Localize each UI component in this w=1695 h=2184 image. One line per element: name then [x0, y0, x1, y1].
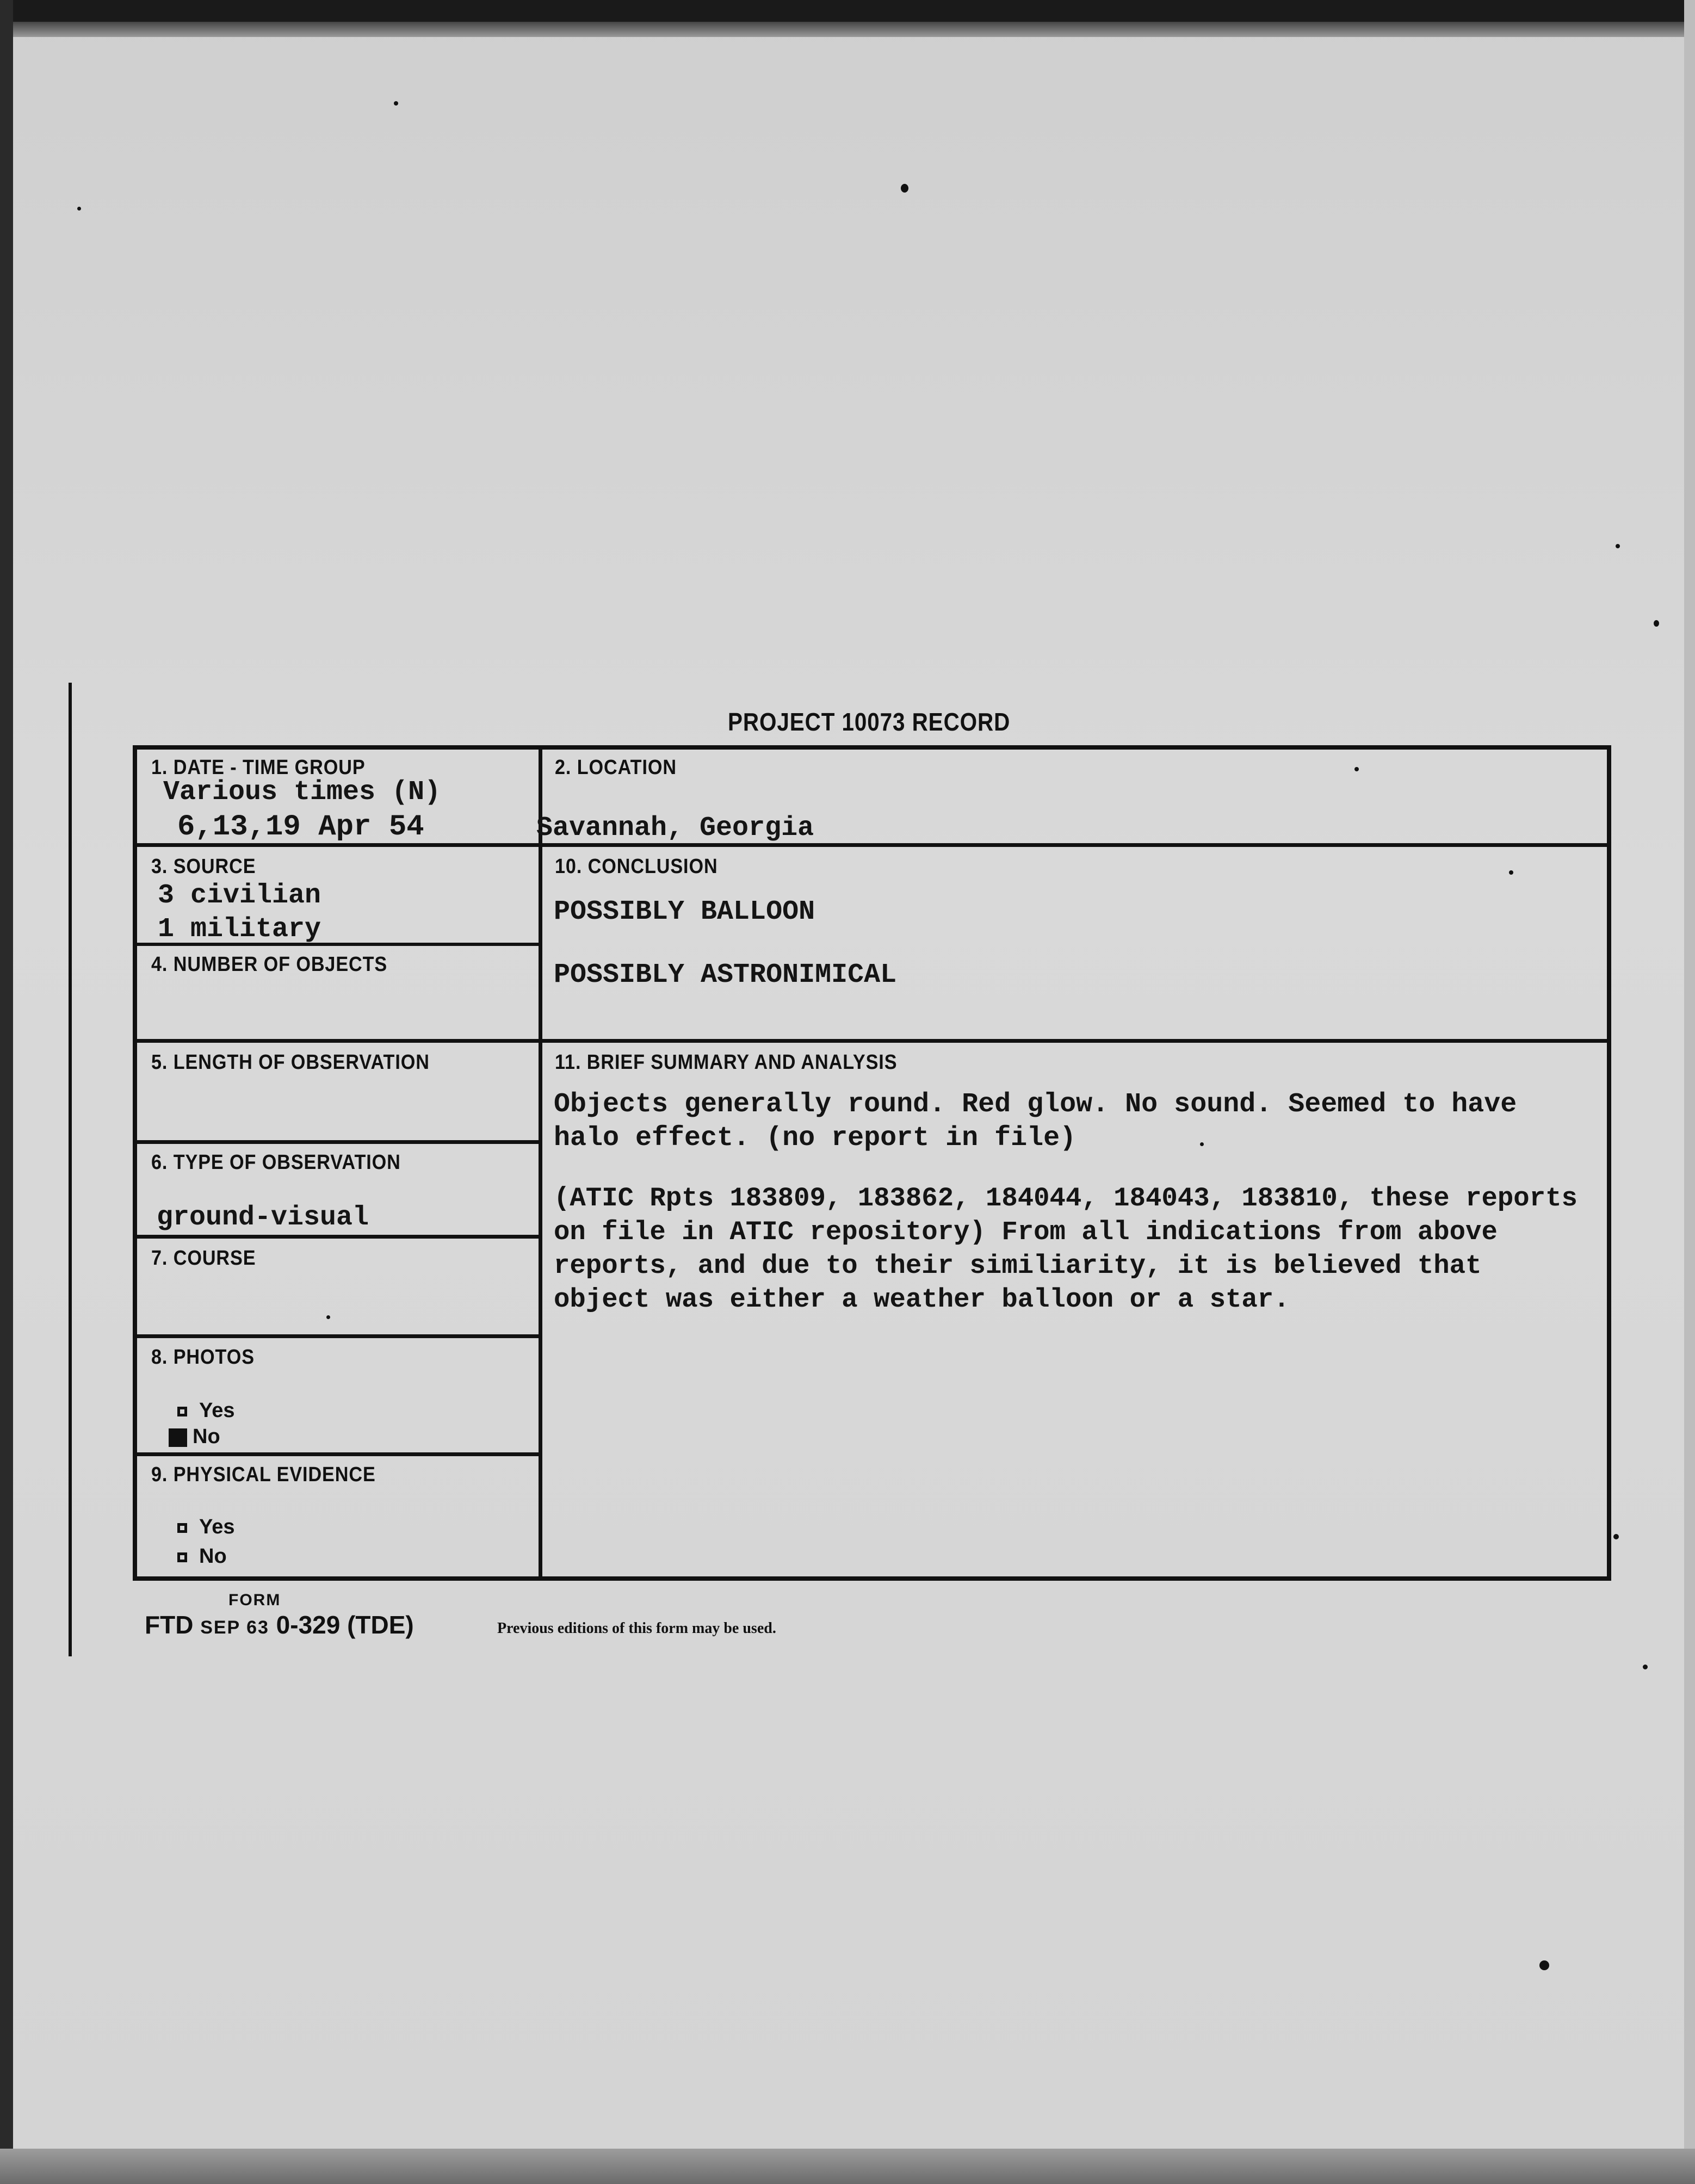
summary-line: reports, and due to their similiarity, it is believed that: [554, 1251, 1482, 1281]
scan-left-edge: [0, 0, 13, 2184]
physical-evidence-yes-checkbox[interactable]: [177, 1523, 187, 1533]
photos-label: 8. PHOTOS: [151, 1346, 255, 1369]
row-divider: [135, 1039, 541, 1043]
summary-line: Objects generally round. Red glow. No sound. Seemed to have: [554, 1089, 1517, 1120]
scan-speck: [1616, 544, 1620, 548]
scan-right-edge: [1684, 0, 1695, 2184]
row-divider: [135, 843, 541, 847]
source-line-1: 3 civilian: [158, 880, 321, 911]
photos-no-text: No: [193, 1425, 220, 1448]
type-of-observation-value: ground-visual: [157, 1202, 369, 1233]
physical-evidence-no-text: No: [199, 1545, 227, 1568]
conclusion-label: 10. CONCLUSION: [555, 855, 718, 878]
row-divider: [135, 1334, 541, 1338]
date-time-line-1: Various times (N): [163, 777, 441, 808]
type-of-observation-label: 6. TYPE OF OBSERVATION: [151, 1151, 401, 1174]
scan-top-edge: [0, 0, 1695, 22]
course-label: 7. COURSE: [151, 1247, 256, 1270]
photos-no-checkbox[interactable]: [169, 1428, 187, 1447]
date-time-label: 1. DATE - TIME GROUP: [151, 756, 366, 779]
number-of-objects-label: 4. NUMBER OF OBJECTS: [151, 953, 388, 976]
physical-evidence-no-option[interactable]: [177, 1545, 227, 1568]
source-label: 3. SOURCE: [151, 855, 256, 878]
summary-paragraph-1: [554, 1088, 1517, 1155]
conclusion-line-1: POSSIBLY BALLOON: [554, 896, 815, 927]
photos-yes-option[interactable]: [177, 1399, 235, 1422]
row-divider: [135, 1452, 541, 1456]
summary-label: 11. BRIEF SUMMARY AND ANALYSIS: [555, 1051, 898, 1074]
footer-date: SEP 63: [200, 1617, 269, 1638]
form-title: PROJECT 10073 RECORD: [728, 708, 1011, 736]
footer-form-number: 0-329 (TDE): [276, 1611, 414, 1639]
summary-line: object was either a weather balloon or a star.: [554, 1284, 1290, 1315]
location-label: 2. LOCATION: [555, 756, 677, 779]
scan-speck: [1613, 1534, 1619, 1539]
row-divider: [135, 1140, 541, 1144]
summary-paragraph-2: [554, 1181, 1578, 1316]
binder-margin-line: [69, 683, 72, 1656]
scan-speck: [1643, 1665, 1648, 1669]
scan-speck: [1654, 620, 1659, 627]
physical-evidence-yes-option[interactable]: [177, 1515, 235, 1539]
physical-evidence-label: 9. PHYSICAL EVIDENCE: [151, 1463, 376, 1486]
scan-speck: [394, 101, 398, 106]
summary-line: (ATIC Rpts 183809, 183862, 184044, 184043, 183810, these reports: [554, 1183, 1578, 1214]
scan-speck: [77, 207, 81, 211]
footer-agency: FTD: [145, 1611, 194, 1639]
length-of-observation-label: 5. LENGTH OF OBSERVATION: [151, 1051, 430, 1074]
row-divider: [135, 1235, 541, 1239]
row-divider: [541, 843, 1609, 847]
row-divider: [541, 1039, 1609, 1043]
physical-evidence-yes-text: Yes: [199, 1515, 235, 1538]
summary-line: on file in ATIC repository) From all indications from above: [554, 1217, 1498, 1247]
footer-form-id: [145, 1610, 414, 1639]
photos-yes-checkbox[interactable]: [177, 1407, 187, 1416]
date-time-line-2: 6,13,19 Apr 54: [177, 811, 424, 844]
footer-note: Previous editions of this form may be used.: [497, 1620, 776, 1637]
footer-form-word: FORM: [228, 1591, 281, 1609]
source-line-2: 1 military: [158, 914, 321, 945]
conclusion-line-2: POSSIBLY ASTRONIMICAL: [554, 960, 897, 991]
scan-speck: [1539, 1960, 1549, 1970]
photos-yes-text: Yes: [199, 1399, 235, 1422]
scan-top-shadow: [0, 22, 1695, 37]
summary-line: halo effect. (no report in file): [554, 1123, 1077, 1154]
photos-no-option[interactable]: [169, 1425, 220, 1449]
location-value: Savannah, Georgia: [536, 813, 814, 844]
scan-speck: [901, 184, 908, 193]
scan-bottom-edge: [0, 2149, 1695, 2184]
physical-evidence-no-checkbox[interactable]: [177, 1552, 187, 1562]
